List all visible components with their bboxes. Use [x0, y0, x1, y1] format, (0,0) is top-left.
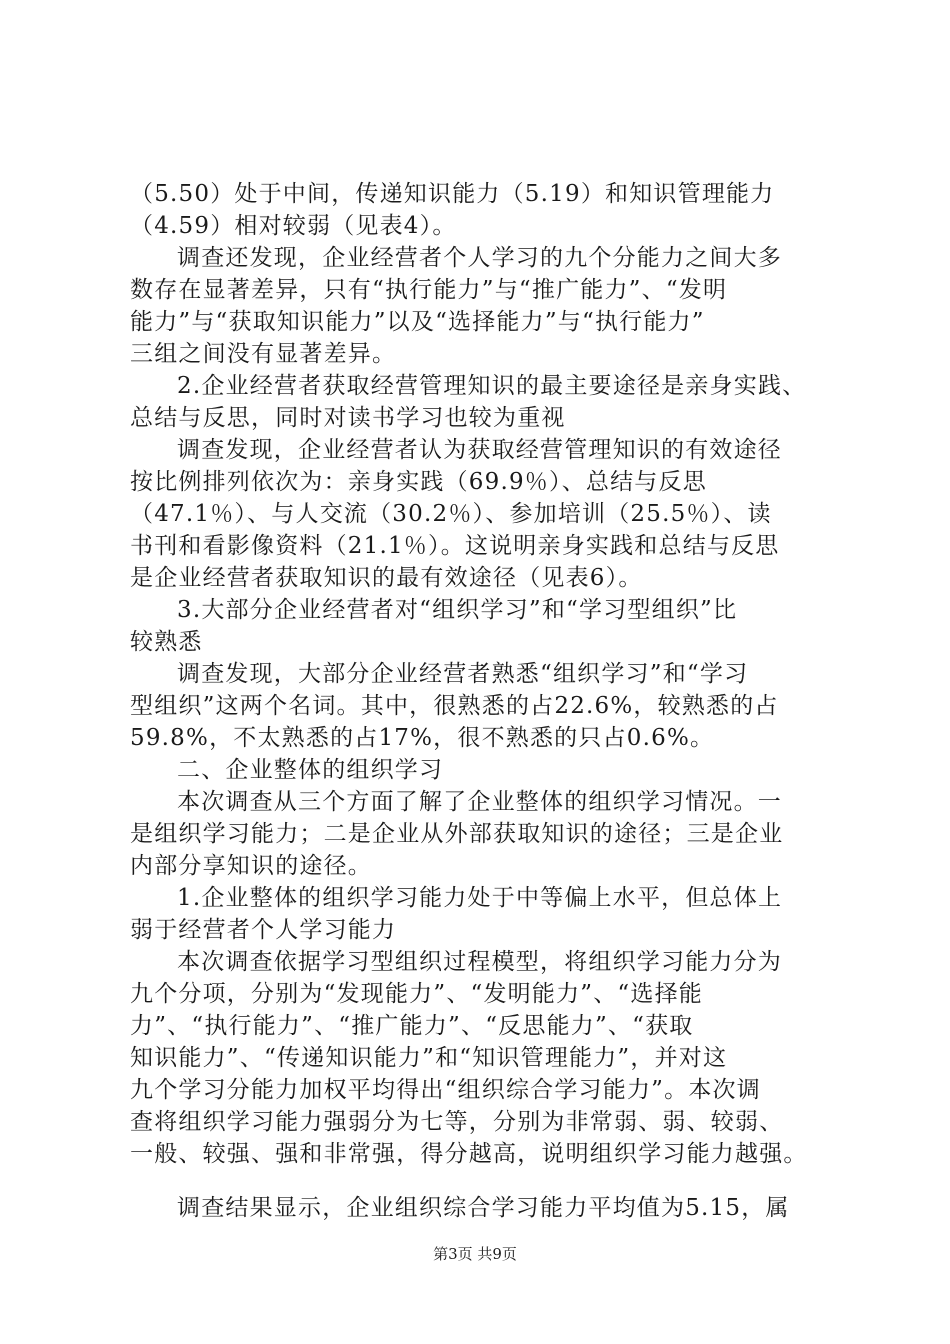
section-heading: 3.大部分企业经营者对“组织学习”和“学习型组织”比 [177, 597, 738, 623]
paragraph-start: 调查还发现，企业经营者个人学习的九个分能力之间大多 [177, 245, 782, 271]
paragraph-start: 本次调查依据学习型组织过程模型，将组织学习能力分为 [177, 949, 782, 975]
chapter-heading: 二、企业整体的组织学习 [177, 757, 444, 783]
text-line: 三组之间没有显著差异。 [130, 341, 397, 367]
section-heading-cont: 较熟悉 [130, 629, 203, 655]
text-line: 数存在显著差异，只有“执行能力”与“推广能力”、“发明 [130, 277, 728, 303]
paragraph-start: 调查发现，大部分企业经营者熟悉“组织学习”和“学习 [177, 661, 749, 687]
page-number: 第3页 共9页 [433, 1245, 517, 1263]
section-heading: 2.企业经营者获取经营管理知识的最主要途径是亲身实践、 [177, 373, 807, 399]
paragraph-start: 调查结果显示，企业组织综合学习能力平均值为5.15，属 [177, 1195, 790, 1221]
text-line: 按比例排列依次为：亲身实践（69.9％）、总结与反思 [130, 469, 707, 495]
text-line: 查将组织学习能力强弱分为七等，分别为非常弱、弱、较弱、 [130, 1109, 784, 1135]
section-heading-cont: 总结与反思，同时对读书学习也较为重视 [130, 405, 566, 431]
text-line: 内部分享知识的途径。 [130, 853, 372, 879]
section-heading: 1.企业整体的组织学习能力处于中等偏上水平，但总体上 [177, 885, 783, 911]
paragraph-start: 调查发现，企业经营者认为获取经营管理知识的有效途径 [177, 437, 782, 463]
text-line: 九个分项，分别为“发现能力”、“发明能力”、“选择能 [130, 981, 703, 1007]
text-line: 九个学习分能力加权平均得出“组织综合学习能力”。本次调 [130, 1077, 761, 1103]
text-line: 能力”与“获取知识能力”以及“选择能力”与“执行能力” [130, 309, 705, 335]
text-line: 一般、较强、强和非常强，得分越高，说明组织学习能力越强。 [130, 1141, 808, 1167]
text-line: （4.59）相对较弱（见表4）。 [130, 213, 457, 239]
paragraph-start: 本次调查从三个方面了解了企业整体的组织学习情况。一 [177, 789, 782, 815]
text-line: （5.50）处于中间，传递知识能力（5.19）和知识管理能力 [130, 181, 775, 207]
text-line: 是组织学习能力；二是企业从外部获取知识的途径；三是企业 [130, 821, 784, 847]
text-line: 知识能力”、“传递知识能力”和“知识管理能力”，并对这 [130, 1045, 728, 1071]
text-line: 力”、“执行能力”、“推广能力”、“反思能力”、“获取 [130, 1013, 694, 1039]
text-line: 是企业经营者获取知识的最有效途径（见表6）。 [130, 565, 643, 591]
text-line: 书刊和看影像资料（21.1％）。这说明亲身实践和总结与反思 [130, 533, 780, 559]
text-line: 59.8%，不太熟悉的占17%，很不熟悉的只占0.6%。 [130, 725, 715, 751]
text-line: （47.1％）、与人交流（30.2％）、参加培训（25.5％）、读 [130, 501, 772, 527]
text-line: 型组织”这两个名词。其中，很熟悉的占22.6%，较熟悉的占 [130, 693, 779, 719]
section-heading-cont: 弱于经营者个人学习能力 [130, 917, 397, 943]
body-text [130, 178, 830, 1224]
